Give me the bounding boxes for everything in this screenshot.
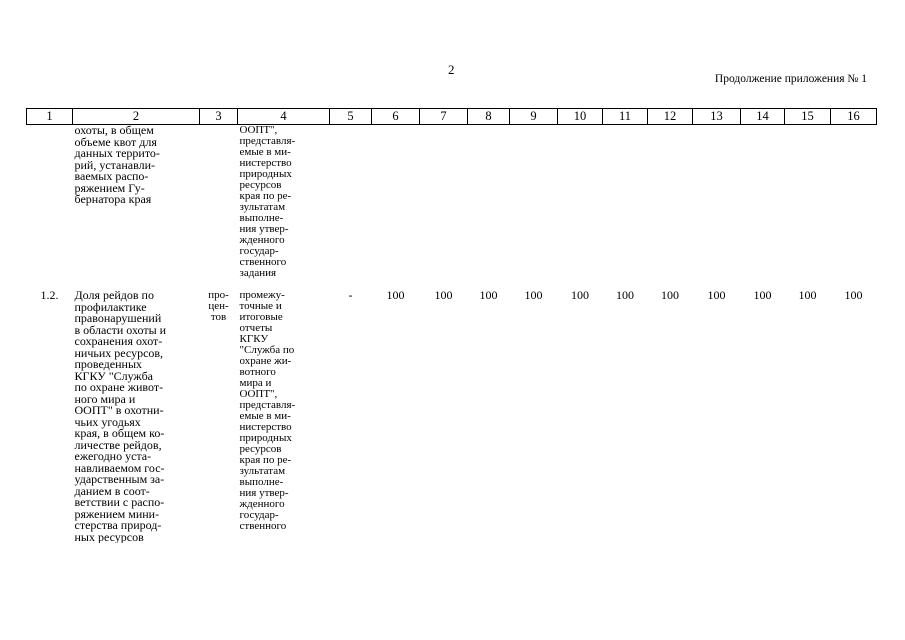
empty-cell — [785, 125, 831, 286]
header-row — [27, 109, 877, 125]
empty-cell — [330, 125, 372, 286]
text-line: ежегодно уста- — [74, 449, 152, 463]
text-line: объеме квот для — [74, 134, 157, 149]
text-line: чьих угодьях — [74, 414, 141, 429]
appendix-continuation-note: Продолжение приложения № 1 — [714, 73, 867, 85]
text-line: "Служба по — [239, 344, 295, 356]
value-cell: 100 — [844, 288, 863, 302]
header-cell: 5 — [330, 109, 372, 125]
text-line: емые в ми- — [239, 410, 291, 422]
source-cell — [238, 125, 330, 286]
value-cell: 100 — [616, 288, 634, 302]
text-line: емые в ми- — [239, 146, 291, 158]
indicators-table — [26, 108, 877, 543]
row-number-cell: 1.2. — [40, 288, 59, 302]
text-line: государ- — [239, 509, 279, 521]
text-line: КГКУ "Служба — [74, 368, 153, 383]
text-line: ных ресурсов — [74, 529, 144, 543]
text-line: КГКУ — [239, 333, 269, 345]
text-line: ряжением мини- — [74, 506, 160, 521]
value-cell: 100 — [798, 288, 817, 302]
text-line: выполне- — [239, 212, 284, 224]
text-line: ного мира и — [74, 391, 136, 406]
header-cell: 2 — [73, 109, 200, 125]
text-line: ООПТ", — [239, 124, 278, 136]
text-line: ственного — [239, 256, 287, 268]
value-cell: 100 — [386, 288, 405, 302]
header-cell: 6 — [372, 109, 420, 125]
text-line: данием в соот- — [74, 483, 150, 498]
text-line: края по ре- — [239, 454, 292, 466]
text-line: профилактике — [74, 299, 147, 314]
text-line: представля- — [239, 399, 296, 411]
text-line: государ- — [239, 245, 279, 257]
text-line: жденного — [239, 234, 285, 246]
row-number-cell — [27, 125, 73, 286]
text-line: ваемых распо- — [74, 169, 149, 183]
text-line: ничьих ресурсов, — [74, 345, 164, 360]
header-cell: 7 — [420, 109, 468, 125]
text-line: задания — [239, 267, 277, 279]
text-line: охоты, в общем — [74, 124, 154, 137]
header-cell: 10 — [558, 109, 603, 125]
empty-cell — [468, 125, 510, 286]
text-line: рий, устанавли- — [74, 157, 156, 172]
header-cell: 15 — [785, 109, 831, 125]
text-line: ветствии с распо- — [74, 495, 165, 509]
empty-cell — [693, 125, 741, 286]
text-line: отчеты — [239, 322, 273, 334]
text-line: зультатам — [239, 465, 286, 477]
text-line: личестве рейдов, — [74, 437, 162, 452]
unit-cell — [200, 125, 238, 286]
text-line: стерства природ- — [74, 518, 162, 532]
text-line: мира и — [239, 377, 272, 389]
text-line: правонарушений — [74, 311, 162, 325]
text-line: в области охоты и — [74, 322, 167, 337]
page-number: 2 — [448, 62, 455, 77]
header-cell: 11 — [603, 109, 648, 125]
value-cell: 100 — [753, 288, 772, 302]
text-line: ООПТ" в охотни- — [74, 403, 164, 417]
empty-cell — [648, 125, 693, 286]
text-line: проведенных — [74, 357, 143, 371]
header-cell: 14 — [741, 109, 785, 125]
text-line: по охране живот- — [74, 380, 164, 394]
empty-cell — [510, 125, 558, 286]
text-line: ния утвер- — [239, 487, 289, 499]
value-cell: 100 — [707, 288, 726, 302]
text-line: края по ре- — [239, 190, 292, 202]
text-line: ния утвер- — [239, 223, 289, 235]
text-line: представля- — [239, 135, 296, 147]
source-cell — [238, 285, 330, 543]
text-line: ударственным за- — [74, 472, 165, 486]
value-cell: 100 — [434, 288, 453, 302]
text-line: охране жи- — [239, 355, 292, 367]
indicator-name-cell — [73, 125, 200, 286]
header-cell: 1 — [27, 109, 73, 125]
value-cell: 100 — [479, 288, 498, 302]
indicator-name-cell — [73, 285, 200, 543]
text-line: природных — [239, 432, 292, 444]
text-line: бернатора края — [74, 192, 152, 206]
text-line: края, в общем ко- — [74, 426, 165, 440]
text-line: промежу- — [239, 289, 285, 301]
text-line: ряжением Гу- — [74, 180, 145, 195]
continued-row — [27, 125, 877, 286]
text-line: тов — [210, 311, 227, 323]
header-cell: 4 — [238, 109, 330, 125]
table-row — [27, 285, 877, 543]
base-value-cell: - — [348, 288, 353, 302]
text-line: ООПТ", — [239, 388, 278, 400]
text-line: ственного — [239, 520, 287, 532]
value-cell: 100 — [571, 288, 589, 302]
unit-cell — [200, 285, 238, 543]
text-line: выполне- — [239, 476, 284, 488]
text-line: данных террито- — [74, 146, 160, 160]
empty-cell — [558, 125, 603, 286]
header-cell: 3 — [200, 109, 238, 125]
empty-cell — [603, 125, 648, 286]
text-line: ресурсов — [239, 179, 282, 191]
text-line: природных — [239, 168, 292, 180]
value-cell: 100 — [524, 288, 543, 302]
empty-cell — [420, 125, 468, 286]
text-line: вотного — [239, 366, 276, 378]
text-line: точные и — [239, 300, 282, 312]
header-cell: 9 — [510, 109, 558, 125]
text-line: навливаемом гос- — [74, 460, 165, 475]
text-line: нистерство — [239, 157, 292, 169]
header-cell: 16 — [831, 109, 877, 125]
header-cell: 13 — [693, 109, 741, 125]
value-cell: 100 — [661, 288, 679, 302]
text-line: итоговые — [239, 311, 283, 323]
text-line: нистерство — [239, 421, 292, 433]
text-line: Доля рейдов по — [74, 288, 154, 302]
text-line: зультатам — [239, 201, 286, 213]
empty-cell — [372, 125, 420, 286]
text-line: цен- — [208, 300, 229, 312]
text-line: про- — [208, 289, 229, 301]
header-cell: 8 — [468, 109, 510, 125]
text-line: жденного — [239, 498, 285, 510]
text-line: ресурсов — [239, 443, 282, 455]
text-line: сохранения охот- — [74, 334, 163, 348]
header-cell: 12 — [648, 109, 693, 125]
empty-cell — [741, 125, 785, 286]
empty-cell — [831, 125, 877, 286]
